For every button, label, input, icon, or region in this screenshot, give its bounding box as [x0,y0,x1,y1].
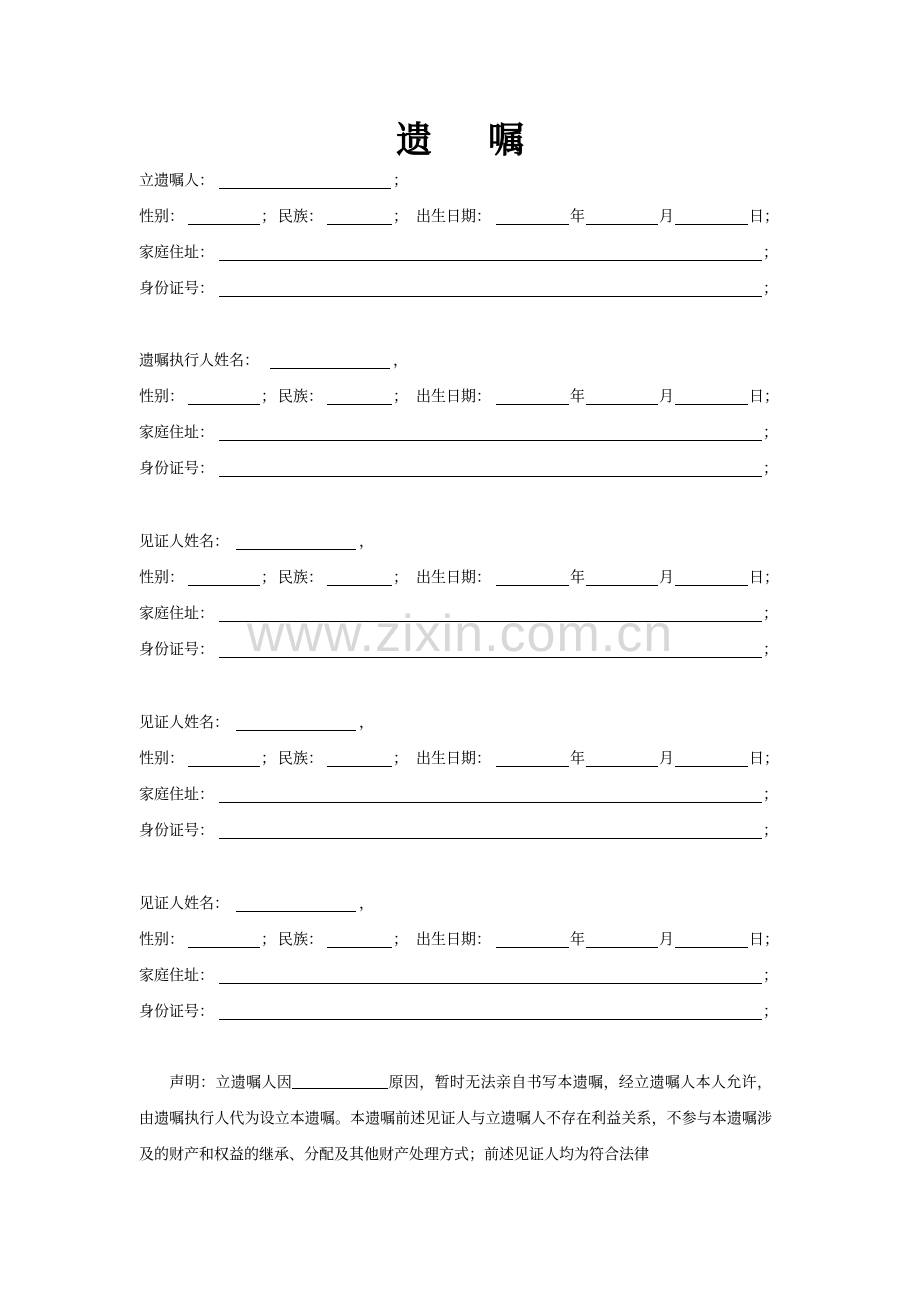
birth-day-blank[interactable] [675,404,748,405]
id-label: 身份证号： [139,279,215,297]
id-label: 身份证号： [139,640,215,658]
birth-label: 出生日期： [416,749,492,767]
gender-label: 性别： [139,568,185,586]
executor-label: 遗嘱执行人姓名： [139,351,260,369]
id-blank[interactable] [219,476,762,477]
executor-details-row [139,386,780,406]
id-label: 身份证号： [139,459,215,477]
gender-label: 性别： [139,749,185,767]
birth-year-blank[interactable] [496,766,569,767]
ethnicity-label: 民族： [278,568,324,586]
semicolon: ； [393,387,409,405]
ethnicity-blank[interactable] [327,585,392,586]
year-label: 年 [570,930,586,948]
birth-year-blank[interactable] [496,224,569,225]
comma: ， [359,894,375,912]
executor-id-row [139,458,779,478]
semicolon: ； [393,749,409,767]
witness-details-row [139,748,780,768]
gender-blank[interactable] [188,947,260,948]
semicolon: ； [261,568,277,586]
witness-id-row [139,820,779,840]
semicolon: ； [393,930,409,948]
month-label: 月 [659,568,675,586]
witness-name-row [139,893,772,913]
birth-label: 出生日期： [416,568,492,586]
month-label: 月 [659,930,675,948]
semicolon: ； [393,207,409,225]
birth-month-blank[interactable] [586,224,658,225]
watermark: www.zixin.com.cn [246,605,674,663]
birth-year-blank[interactable] [496,585,569,586]
gender-label: 性别： [139,930,185,948]
birth-month-blank[interactable] [586,766,658,767]
address-label: 家庭住址： [139,966,215,984]
ethnicity-label: 民族： [278,387,324,405]
id-blank[interactable] [219,296,762,297]
address-blank[interactable] [219,440,762,441]
witness-name-row [139,531,772,551]
semicolon: ； [261,930,277,948]
semicolon: ； [261,749,277,767]
birth-label: 出生日期： [416,207,492,225]
comma: ， [393,351,409,369]
semicolon: ； [393,568,409,586]
birth-day-blank[interactable] [675,947,748,948]
day-label: 日； [749,207,780,225]
testator-name-row [139,170,772,190]
year-label: 年 [570,749,586,767]
semicolon: ； [763,423,779,441]
birth-year-blank[interactable] [496,404,569,405]
day-label: 日； [749,568,780,586]
witness-name-row [139,712,772,732]
semicolon: ； [261,387,277,405]
testator-id-row [139,278,779,298]
executor-name-row [139,350,772,370]
semicolon: ； [763,243,779,261]
witness-details-row [139,929,780,949]
id-blank[interactable] [219,1019,762,1020]
address-label: 家庭住址： [139,785,215,803]
gender-label: 性别： [139,387,185,405]
comma: ， [359,713,375,731]
witness-name-blank[interactable] [236,549,356,550]
executor-address-row [139,422,779,442]
address-label: 家庭住址： [139,243,215,261]
semicolon: ； [763,821,779,839]
gender-label: 性别： [139,207,185,225]
ethnicity-label: 民族： [278,207,324,225]
birth-year-blank[interactable] [496,947,569,948]
testator-details-row [139,206,780,226]
declaration-paragraph [139,1064,772,1172]
id-label: 身份证号： [139,821,215,839]
ethnicity-blank[interactable] [327,766,392,767]
testator-address-row [139,242,779,262]
ethnicity-blank[interactable] [327,404,392,405]
semicolon: ； [763,1002,779,1020]
address-label: 家庭住址： [139,604,215,622]
year-label: 年 [570,207,586,225]
birth-month-blank[interactable] [586,404,658,405]
id-label: 身份证号： [139,1002,215,1020]
testator-name-blank[interactable] [219,188,391,189]
declaration-part1: 声明：立遗嘱人因 [169,1073,293,1091]
semicolon: ； [763,459,779,477]
witness-name-blank[interactable] [236,911,356,912]
declaration-part2: 原因，暂时无法亲自书写本遗嘱，经立遗嘱人本人允许，由遗嘱执行人代为设立本遗嘱。本遗嘱前述见证人与立遗嘱人不存在利益关系，不参与本遗嘱涉及的财产和权益的继承、分配及其他财产处理方式；前述见证人均为符合法律 [139,1073,772,1163]
semicolon: ； [763,966,779,984]
gender-blank[interactable] [188,224,260,225]
gender-blank[interactable] [188,766,260,767]
birth-day-blank[interactable] [675,224,748,225]
reason-blank[interactable] [292,1070,388,1089]
witness-name-blank[interactable] [236,730,356,731]
birth-month-blank[interactable] [586,947,658,948]
id-blank[interactable] [219,838,762,839]
birth-label: 出生日期： [416,387,492,405]
ethnicity-label: 民族： [278,930,324,948]
gender-blank[interactable] [188,404,260,405]
testator-label: 立遗嘱人： [139,171,215,189]
birth-label: 出生日期： [416,930,492,948]
address-blank[interactable] [219,260,762,261]
witness-details-row [139,567,780,587]
year-label: 年 [570,387,586,405]
birth-month-blank[interactable] [586,585,658,586]
semicolon: ； [261,207,277,225]
semicolon: ； [393,171,409,189]
address-blank[interactable] [219,802,762,803]
comma: ， [359,532,375,550]
semicolon: ； [763,785,779,803]
ethnicity-blank[interactable] [327,947,392,948]
year-label: 年 [570,568,586,586]
gender-blank[interactable] [188,585,260,586]
semicolon: ； [763,640,779,658]
witness-address-row [139,784,779,804]
month-label: 月 [659,749,675,767]
semicolon: ； [763,279,779,297]
address-label: 家庭住址： [139,423,215,441]
document-title: 遗 嘱 [395,120,525,161]
witness-label: 见证人姓名： [139,532,230,550]
month-label: 月 [659,387,675,405]
witness-address-row [139,965,779,985]
day-label: 日； [749,930,780,948]
ethnicity-blank[interactable] [327,224,392,225]
semicolon: ； [763,604,779,622]
birth-day-blank[interactable] [675,766,748,767]
witness-label: 见证人姓名： [139,713,230,731]
witness-id-row [139,1001,779,1021]
birth-day-blank[interactable] [675,585,748,586]
month-label: 月 [659,207,675,225]
ethnicity-label: 民族： [278,749,324,767]
executor-name-blank[interactable] [270,368,390,369]
day-label: 日； [749,387,780,405]
witness-label: 见证人姓名： [139,894,230,912]
day-label: 日； [749,749,780,767]
address-blank[interactable] [219,983,762,984]
